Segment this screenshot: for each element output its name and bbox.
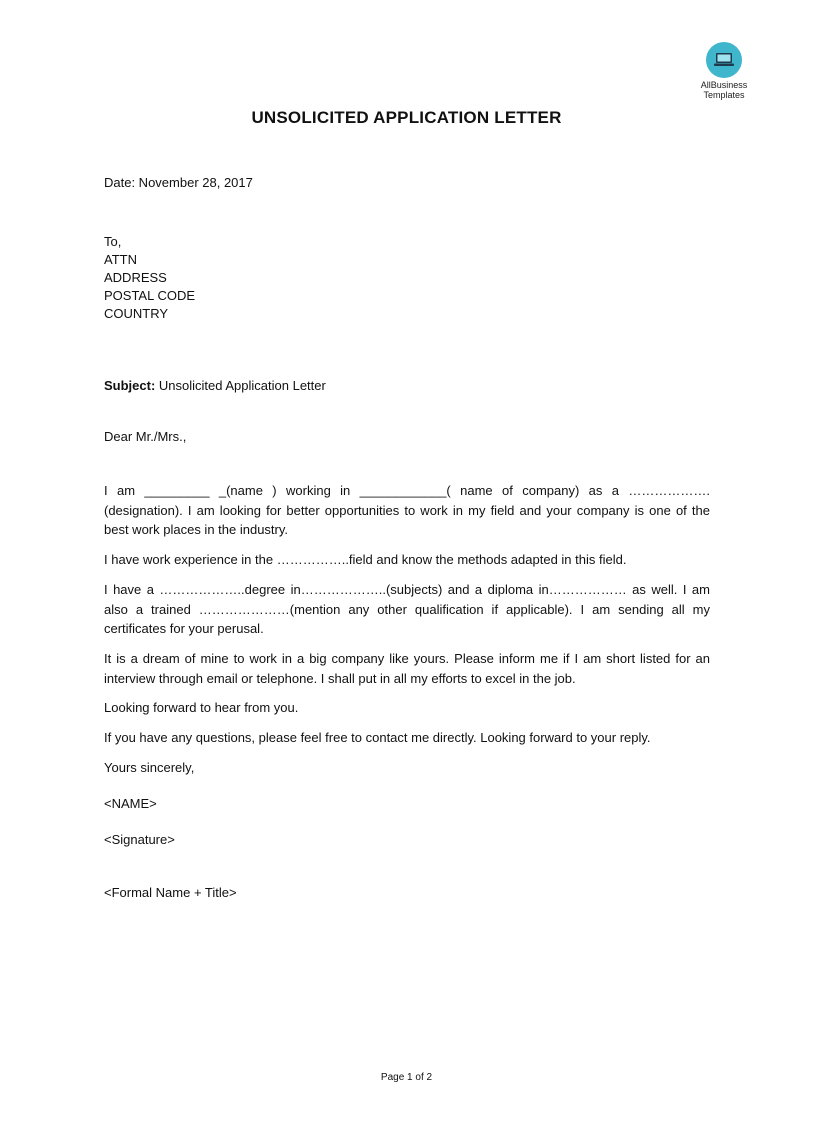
body-paragraph-3: I have a ………………..degree in………………..(subjects) and a diploma in……………… as well. I am also a trained …………………(mention any other qualification if applicable). I am sending all my certificates for your perusal. [104, 582, 710, 636]
subject-label: Subject: [104, 378, 156, 393]
page-number: Page 1 of 2 [380, 1072, 433, 1083]
document-title: UNSOLICITED APPLICATION LETTER [251, 108, 562, 127]
subject-value: Unsolicited Application Letter [155, 378, 326, 393]
body-paragraph-5: Looking forward to hear from you. [104, 700, 299, 715]
subject-line [104, 377, 326, 395]
closing: Yours sincerely, [104, 760, 195, 775]
body-paragraph-6: If you have any questions, please feel free to contact me directly. Looking forward to your reply. [104, 730, 651, 745]
letter-date: Date: November 28, 2017 [104, 175, 253, 190]
formal-name-placeholder: <Formal Name + Title> [104, 885, 237, 900]
recipient-to: To, [104, 234, 122, 249]
recipient-attn: ATTN [104, 252, 137, 267]
body-paragraph-2: I have work experience in the ……………..field and know the methods adapted in this field. [104, 552, 627, 567]
body-paragraph-1: I am _________ _(name ) working in ____________( name of company) as a ……………….(designation). I am looking for better opportunities to work in my field and your company is one of the best work places in the industry. [104, 483, 710, 537]
recipient-postal-code: POSTAL CODE [104, 288, 196, 303]
name-placeholder: <NAME> [104, 796, 157, 811]
logo-text-line2: Templates [703, 90, 745, 100]
laptop-icon [706, 42, 742, 78]
signature-placeholder: <Signature> [104, 832, 175, 847]
logo-text-line1: AllBusiness [700, 80, 748, 90]
recipient-country: COUNTRY [104, 306, 169, 321]
brand-logo [694, 42, 754, 100]
salutation: Dear Mr./Mrs., [104, 429, 187, 444]
recipient-address: ADDRESS [104, 270, 167, 285]
body-paragraph-4: It is a dream of mine to work in a big company like yours. Please inform me if I am short listed for an interview through email or telephone. I shall put in all my efforts to excel in the job. [104, 651, 710, 686]
